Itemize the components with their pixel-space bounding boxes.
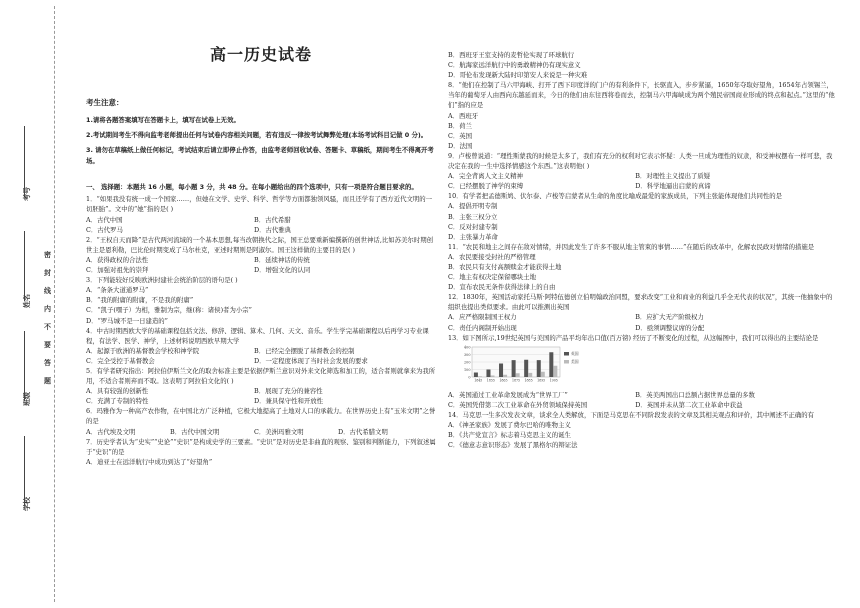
chart-x-tick-label: 1865 <box>499 378 508 383</box>
question-4 <box>86 326 436 366</box>
question-12 <box>448 292 838 332</box>
chart-bar <box>486 369 490 377</box>
option: D．宣布农民无条件获得法律上的自由 <box>448 283 556 292</box>
chart-bar <box>516 373 520 377</box>
option: C．航海家远洋航行中的勇敢精神仍有现实意义 <box>448 61 581 70</box>
option: A．古代埃及文明 <box>86 427 136 436</box>
option: C．美洲玛雅文明 <box>254 427 304 436</box>
left-column <box>86 45 436 467</box>
question-stem: 5．有学者研究指出：阿拉伯伊斯兰文化的取舍标准主要是依据伊斯兰意识对外来文化筛选和加工的，适合者则就拿来为我所用，不适合者则弃而不取。这表明了阿拉伯文化的( ) <box>86 366 436 386</box>
option: D．科学地逼出启蒙的真谛 <box>635 182 711 191</box>
question-8 <box>448 80 838 151</box>
chart-bar <box>499 363 503 377</box>
question-stem: 1．“如果我没有统一成一个国家……，但她在文学、史学、科学、哲学等方面都独领风骚，而且还学有了西方近代文明的一切胚胎”。文中的“她”指的是( ) <box>86 195 433 214</box>
chart-bar <box>503 374 507 376</box>
chart-bar <box>553 365 557 376</box>
option: C．加强对祖先的崇拜 <box>86 266 149 275</box>
chart-bar <box>512 360 516 377</box>
chart-bar <box>474 372 478 377</box>
question-7-cont <box>448 50 838 80</box>
chart-x-tick-label: 1895 <box>537 378 546 383</box>
question-10 <box>448 191 838 241</box>
option: D．一定程度体现了当时社会发展的要求 <box>254 356 368 365</box>
option: B．古代中国文明 <box>170 427 220 436</box>
option: D．哥伦布发现新大陆时印第安人来说是一种灾难 <box>448 71 588 80</box>
chart-legend-label: 美国 <box>571 358 579 364</box>
chart-bar <box>524 359 528 376</box>
question-stem: 6．玛雅作为一种高产农作物，在中国北方广泛种植，它极大地提高了土地对人口的承载力。在世界历史上有“玉米文明”之誉的是 <box>86 407 436 426</box>
question-stem: 8．“他们在控制了马六甲海峡、打开了西下印度洋的门户的有利条件下，长驱直入，步步紧逼，1650年夺取好望角，1654年占领锡兰，当年的葡萄牙人由西向东越延而来，今日的他们由东往西将卷而去，控制马六甲海峡成为两个殖民帝国商业形成的终点和起点。”这里的“他们”指的应是 <box>448 81 835 110</box>
question-6 <box>86 406 436 436</box>
chart-bar <box>490 375 494 377</box>
option: D．法国 <box>448 141 473 150</box>
option: A．古代中国 <box>86 215 123 224</box>
option: D．主张暴力革命 <box>448 232 498 241</box>
question-stem: 9．卢梭曾说道：“理性斯蒙我的时候是太多了，我们有充分的权利对它表示怀疑：人类一旦成为理性的奴隶，和受神权摆布一样可悲，我决定在我的一生中选择情感这个东西。”这表明他( ) <box>448 151 833 171</box>
option: B．应扩大无产阶级权力 <box>635 313 704 322</box>
option: B．荷兰 <box>448 121 472 130</box>
question-stem: 12．1830年，英国活动家托马斯·阿特伍德创立伯明翰政治同盟，要求改变“工业和商业的利益几乎全无代表的状况”，其统一他抽象中的组织也提出类似要求。由此可以推测出英国 <box>448 293 833 312</box>
binding-margin <box>6 6 74 602</box>
export-bar-chart <box>460 345 590 385</box>
option: B．《共产党宣言》标志着马克思主义的诞生 <box>448 431 571 440</box>
question-5 <box>86 366 436 406</box>
question-13 <box>448 333 838 410</box>
question-3 <box>86 275 436 325</box>
option: A．具有较强的创新性 <box>86 387 149 396</box>
option: A．迪亚士在远洋航行中成功到达了“好望角” <box>86 457 213 466</box>
question-7 <box>86 437 436 467</box>
option: A．西班牙 <box>448 111 479 120</box>
notice-heading: 考生注意： <box>86 98 124 107</box>
option: A．农民要接受封社的严格管理 <box>448 252 536 261</box>
chart-bar <box>549 352 553 377</box>
notice-item: 1.请将各题答案填写在答题卡上，填写在试卷上无效。 <box>86 116 240 125</box>
option: B．西班牙王室支持的麦哲伦实现了环球航行 <box>448 51 575 59</box>
option: D．亟须调整议席的分配 <box>635 323 705 332</box>
option: C．《德意志意识形态》发展了黑格尔的辩证法 <box>448 441 578 450</box>
question-stem: 7．历史学者认为“史实”“史论”“史识”是构成史学的三要素。“史识”是对历史是非曲直的观察、鉴别和判断能力，下列叙述属于“史识”的是 <box>86 437 436 456</box>
chart-y-tick-label: 400 <box>464 345 471 350</box>
field-label-name: 姓名 <box>22 294 31 308</box>
field-line-exam-no[interactable] <box>24 126 26 196</box>
option: A．“条条大道通罗马” <box>86 286 149 295</box>
question-stem: 10．有学者把孟德斯鸠、伏尔泰、卢梭等启蒙者从生命的角度比喻成最爱的家族成员，下列主张能体现他们共同性的是 <box>448 192 783 201</box>
question-11 <box>448 242 838 292</box>
chart-x-tick-label: 1845 <box>474 378 483 383</box>
option: A．《神圣家族》发展了费尔巴哈的唯物主义 <box>448 421 571 430</box>
option: C．充满了专制的特性 <box>86 397 149 406</box>
option: C．古代罗马 <box>86 225 123 234</box>
notice-item: 3. 请勿在草稿纸上做任何标记，考试结束后请立即停止作答，由监考老师回收试卷、答题卡、草稿纸，期间考生不得离开考场。 <box>86 145 434 166</box>
field-line-school[interactable] <box>24 436 26 506</box>
option: D．“罗马城不是一日建造的” <box>86 316 168 325</box>
field-label-class: 班级 <box>22 392 31 406</box>
exam-title: 高一历史试卷 <box>209 45 312 64</box>
option: C．反对封建专制 <box>448 222 498 231</box>
question-stem: 3．下列能较好反映欧洲封建社会统治阶层的语句是( ) <box>86 276 238 285</box>
option: B．农民只有支付高额赎金才能获得土地 <box>448 262 562 271</box>
chart-bar <box>528 373 532 377</box>
question-stem: 4．中古时期西欧大学的基础课程包括文法、修辞、逻辑、算术、几何、天文、音乐。学生学完基础课程以后再学习专业课程，有法学、医学、神学，上述材料说明西欧早期大学 <box>86 326 429 345</box>
chart-bar <box>537 360 541 377</box>
question-9 <box>448 151 838 191</box>
option: A．提倡开明专制 <box>448 202 498 211</box>
option: A．获得政权的合法性 <box>86 255 149 264</box>
question-14 <box>448 410 838 450</box>
option: C．已经摆脱了神学的束缚 <box>448 182 524 191</box>
question-1 <box>86 194 436 234</box>
option: C．完全受控于基督教会 <box>86 356 155 365</box>
option: C．地主有权决定保留哪块土地 <box>448 273 536 282</box>
chart-legend-swatch <box>564 352 569 356</box>
seal-dashed-line <box>54 6 55 602</box>
chart-legend-label: 英国 <box>571 350 579 356</box>
seal-line-notice: 密 封 线 内 不 要 答 题 <box>44 250 51 385</box>
chart-y-tick-label: 0 <box>468 375 471 380</box>
option: A．应严格限制国王权力 <box>448 313 517 322</box>
question-stem: 14．马克思一生多次发表文章，谈求全人类解放，下面是马克思在不同阶段发表的文章及其相关观点和评价，其中阐述不正确的有 <box>448 411 815 419</box>
option: C．责任内阁制开始出现 <box>448 323 517 332</box>
question-stem: 13．如下图所示,19世纪英国与美国的产品平均年出口值(百万镑) 经历了不断变化的过程，从这幅图中，我们可以得出的主要结论是 <box>448 333 819 342</box>
option: B．英美两国出口总额占据世界总量的多数 <box>635 390 755 399</box>
chart-bar <box>478 376 482 377</box>
option: A．英国通过工业革命发展成为“世界工厂” <box>448 390 568 399</box>
chart-y-tick-label: 100 <box>464 367 471 372</box>
notice-item: 2.考试期间考生不得向监考老师提出任何与试卷内容相关问题，若有违反一律按考试舞弊处理(本场考试科目记做 0 分)。 <box>86 130 428 139</box>
option: B．延续神话的传统 <box>254 255 310 264</box>
chart-x-tick-label: 1905 <box>549 378 558 383</box>
option: D．古代雅典 <box>254 225 292 234</box>
field-label-exam-no: 考号 <box>22 187 31 201</box>
section-heading: 一、 选择题：本题共 16 小题，每小题 3 分，共 48 分。在每小题给出的四个选项中，只有一项是符合题目要求的。 <box>86 183 418 192</box>
question-stem: 11．“农民和地主之间存在敌对情绪，并因此发生了许多不服从地主管束的事情……”在随后的改革中，化解农民政对情绪的措施是 <box>448 242 815 251</box>
question-stem: 2．“王权自天而降”是古代两河流域的一个基本思想,每当改朝换代之际，国王总要重新编撰新的创世神话,比如苏美尔时期创世主是恩利勒，巴比伦时期变成了马尔杜克，亚述时期则是阿淑尔。国王这样做的主要目的是( ) <box>86 235 433 254</box>
chart-y-tick-label: 200 <box>464 360 471 365</box>
option: D．古代希腊文明 <box>338 427 388 436</box>
chart-bar <box>541 371 545 376</box>
chart-x-tick-label: 1875 <box>511 378 521 383</box>
field-line-class[interactable] <box>24 331 26 401</box>
field-label-school: 学校 <box>22 497 31 511</box>
option: A．完全背离人文主义精神 <box>448 172 523 181</box>
option: C．英国凭借第二次工业革命在外贸领域保持英国 <box>448 400 588 409</box>
option: B．已经完全摆脱了基督教会的控制 <box>254 346 355 355</box>
field-line-name[interactable] <box>24 231 26 301</box>
option: B．对理性主义提出了质疑 <box>635 172 711 181</box>
option: B．“我的附庸的附庸，不是我的附庸” <box>86 296 194 305</box>
option: C．英国 <box>448 131 473 140</box>
option: D．兼具保守性和开放性 <box>254 397 324 406</box>
chart-y-tick-label: 300 <box>464 352 471 357</box>
chart-x-tick-label: 1855 <box>486 378 495 383</box>
chart-legend-swatch <box>564 360 569 364</box>
question-2 <box>86 235 436 275</box>
option: B．古代希腊 <box>254 215 291 224</box>
option: C．“凯子(嘿子）为相，雅制为宗，继(称：诸侯)者为小宗” <box>86 306 252 315</box>
option: D．英国并未从第二次工业革命中获益 <box>635 400 743 409</box>
right-column <box>448 50 838 450</box>
option: B．展现了充分的兼容性 <box>254 387 323 396</box>
option: B．主张三权分立 <box>448 212 498 221</box>
option: D．增强文化的认同 <box>254 266 311 275</box>
option: A．起源于欧洲的基督教会学校和神学院 <box>86 346 200 355</box>
chart-x-tick-label: 1885 <box>524 378 533 383</box>
